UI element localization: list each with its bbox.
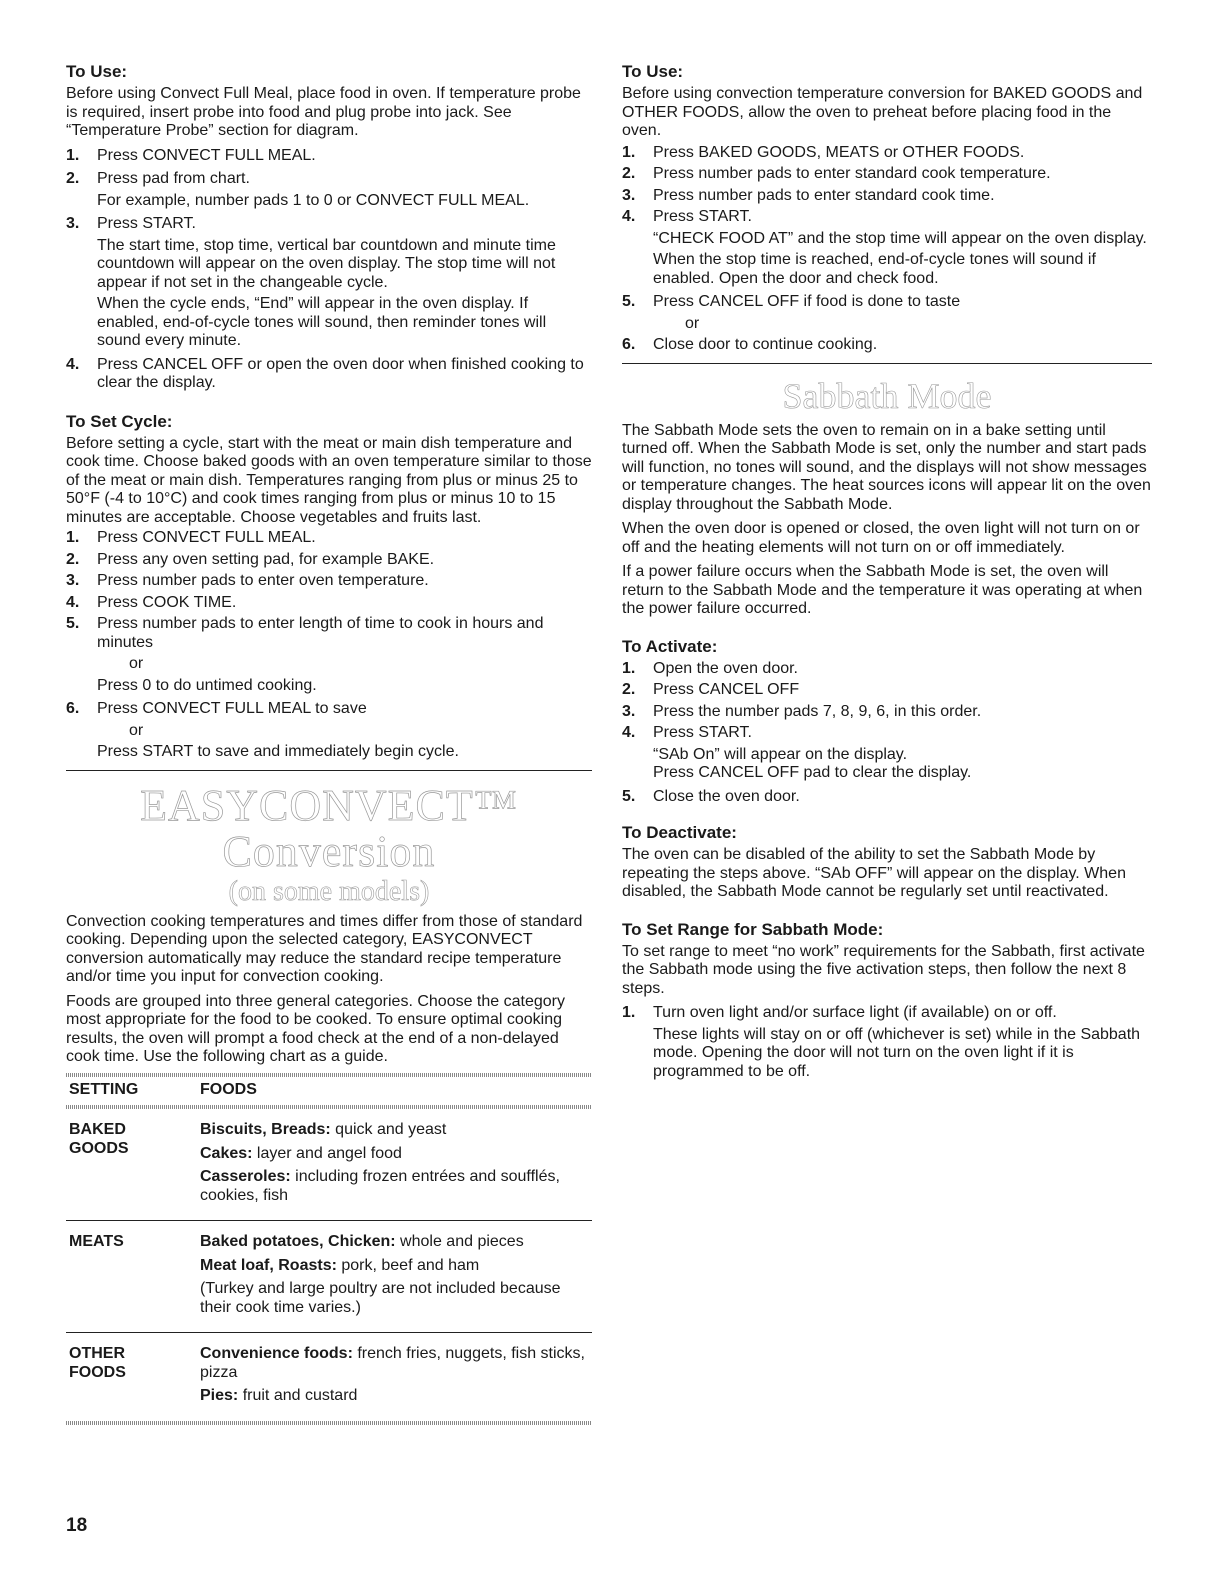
food-detail: fruit and custard [238, 1387, 358, 1404]
list-item [622, 208, 1152, 288]
column-header-setting: SETTING [69, 1080, 139, 1098]
step-detail: When the stop time is reached, end-of-cycle tones will sound if enabled. Open the door and check food. [653, 251, 1096, 287]
to-use-heading: To Use: [622, 62, 684, 81]
list-item [66, 700, 592, 762]
foods-cell [200, 1233, 592, 1322]
list-item [66, 615, 592, 695]
step-detail: These lights will stay on or off (whichever is set) while in the Sabbath mode. Opening the door will not turn on the oven light if it is programmed to be off. [653, 1025, 1141, 1080]
to-set-cycle-intro: Before setting a cycle, start with the meat or main dish temperature and cook time. Choose baked goods with an oven temperature similar to those of the meat or main dish. Temperatures ranging from plus or minus 25 to 50°F (-4 to 10°C) and cook times ranging from plus or minus 10 to 15 minutes are acceptable. Choose vegetables and fruits last. [66, 434, 592, 526]
step-text: Press number pads to enter oven temperature. [97, 572, 429, 589]
step-detail: “CHECK FOOD AT” and the stop time will appear on the oven display. [653, 229, 1147, 247]
step-text: Close door to continue cooking. [653, 336, 878, 353]
step-number: 1. [622, 659, 636, 677]
step-number: 3. [622, 702, 636, 720]
left-column [66, 62, 592, 1425]
food-category: Cakes: [200, 1144, 253, 1162]
column-header-foods: FOODS [200, 1080, 257, 1098]
table-bottom-border [66, 1421, 592, 1425]
to-use-intro: Before using Convect Full Meal, place food in oven. If temperature probe is required, insert probe into food and plug probe into jack. See “Temperature Probe” section for diagram. [66, 85, 581, 139]
step-number: 2. [622, 681, 636, 698]
list-item [622, 187, 1152, 206]
to-set-cycle-steps [66, 529, 592, 762]
step-text: Press START. [97, 215, 196, 232]
list-item [66, 215, 592, 351]
step-detail: Press START to save and immediately begin cycle. [97, 743, 459, 760]
step-number: 6. [622, 336, 636, 353]
easyconvect-paragraph: Foods are grouped into three general categories. Choose the category most appropriate for the food to be cooked. To ensure optimal cooking results, the oven will prompt a food check at the end of a non-delayed cook time. Use the following chart as a guide. [66, 992, 565, 1065]
step-text: Open the oven door. [653, 659, 798, 677]
list-item [622, 336, 1152, 355]
table-header [66, 1077, 592, 1106]
step-text: Press pad from chart. [97, 170, 250, 187]
to-use-steps [66, 147, 592, 393]
conversion-table [66, 1073, 592, 1425]
food-item [200, 1121, 592, 1140]
food-category: Biscuits, Breads: [200, 1121, 331, 1138]
step-text: Press number pads to enter standard cook temperature. [653, 165, 1051, 182]
step-detail: Press CANCEL OFF pad to clear the display. [653, 764, 972, 781]
step-detail: When the cycle ends, “End” will appear in the oven display. If enabled, end-of-cycle tones will sound, then reminder tones will sound every minute. [97, 295, 547, 349]
setting-cell: MEATS [69, 1233, 124, 1250]
list-item [66, 170, 592, 210]
food-category: Baked potatoes, Chicken: [200, 1233, 396, 1250]
step-detail: “SAb On” will appear on the display. [653, 745, 908, 763]
step-text: Press the number pads 7, 8, 9, 6, in this order. [653, 702, 982, 720]
list-item [622, 724, 1152, 783]
sabbath-paragraph: The Sabbath Mode sets the oven to remain on in a bake setting until turned off. When the Sabbath Mode is set, only the number and start pads will function, no tones will sound, and the displays will not show messages or temperature changes. The heat sources icons will appear lit on the oven display throughout the Sabbath Mode. [622, 421, 1151, 513]
table-row [66, 1109, 592, 1220]
or-text: or [685, 314, 700, 332]
to-activate-steps [622, 660, 1152, 807]
food-item [200, 1280, 592, 1317]
sabbath-paragraph: When the oven door is opened or closed, the oven light will not turn on or off and the heating elements will not turn on or off immediately. [622, 520, 1140, 556]
food-item [200, 1257, 592, 1276]
easyconvect-subtitle: (on some models) [228, 875, 430, 907]
step-number: 3. [66, 572, 80, 589]
food-detail: including frozen entrées and soufflés, cookies, fish [200, 1168, 560, 1204]
food-detail: (Turkey and large poultry are not included because their cook time varies.) [200, 1280, 561, 1316]
to-set-cycle-heading: To Set Cycle: [66, 411, 173, 431]
food-detail: layer and angel food [252, 1144, 402, 1162]
food-item [200, 1233, 592, 1252]
step-text: Turn oven light and/or surface light (if available) on or off. [653, 1004, 1057, 1021]
step-number: 1. [66, 146, 80, 164]
list-item [66, 147, 592, 166]
setting-cell: BAKED GOODS [69, 1121, 129, 1157]
food-detail: french fries, nuggets, fish sticks, pizza [200, 1345, 585, 1381]
food-category: Meat loaf, Roasts: [200, 1256, 337, 1274]
list-item [622, 660, 1152, 679]
food-detail: whole and pieces [395, 1233, 524, 1250]
table-row [66, 1221, 592, 1332]
step-text: Press any oven setting pad, for example BAKE. [97, 550, 435, 568]
step-number: 3. [66, 215, 80, 232]
step-number: 2. [66, 170, 80, 187]
food-category: Convenience foods: [200, 1345, 353, 1362]
step-number: 4. [622, 208, 636, 225]
to-use-heading: To Use: [66, 62, 128, 81]
table-row [66, 1333, 592, 1421]
step-text: Press number pads to enter standard cook time. [653, 186, 995, 204]
step-text: Press number pads to enter length of time to cook in hours and minutes [97, 615, 544, 651]
step-number: 1. [66, 529, 80, 546]
set-range-heading: To Set Range for Sabbath Mode: [622, 919, 884, 939]
setting-cell: OTHER FOODS [69, 1345, 126, 1381]
step-number: 1. [622, 1004, 636, 1021]
or-text: or [129, 655, 144, 672]
list-item [66, 356, 592, 393]
step-text: Press CANCEL OFF or open the oven door when finished cooking to clear the display. [97, 355, 584, 391]
food-item [200, 1387, 592, 1406]
foods-cell [200, 1345, 592, 1411]
food-detail: pork, beef and ham [336, 1256, 480, 1274]
to-use-intro: Before using convection temperature conversion for BAKED GOODS and OTHER FOODS, allow the oven to preheat before placing food in the oven. [622, 85, 1143, 139]
list-item [66, 551, 592, 570]
set-range-intro: To set range to meet “no work” requirements for the Sabbath, first activate the Sabbath mode using the five activation steps, then follow the next 8 steps. [622, 942, 1145, 997]
step-number: 1. [622, 143, 636, 161]
step-number: 5. [622, 293, 636, 310]
step-number: 4. [622, 724, 636, 741]
or-text: or [129, 721, 144, 739]
list-item [622, 681, 1152, 700]
step-number: 4. [66, 355, 80, 373]
easyconvect-paragraph: Convection cooking temperatures and times differ from those of standard cooking. Depending upon the selected category, EASYCONVECT conversion automatically may reduce the standard recipe temperature and/or time you input for convection cooking. [66, 912, 583, 985]
food-item [200, 1345, 592, 1382]
page-number: 18 [66, 1515, 88, 1536]
step-number: 2. [66, 550, 80, 568]
list-item [622, 293, 1152, 333]
step-number: 5. [66, 615, 80, 632]
step-text: Press CONVECT FULL MEAL. [97, 146, 316, 164]
to-use-steps [622, 144, 1152, 355]
step-detail: The start time, stop time, vertical bar countdown and minute time countdown will appear on the oven display. The stop time will not appear if not set in the changeable cycle. [97, 236, 556, 291]
step-number: 5. [622, 787, 636, 805]
to-deactivate-heading: To Deactivate: [622, 823, 737, 842]
to-activate-heading: To Activate: [622, 636, 718, 656]
step-text: Press COOK TIME. [97, 593, 237, 611]
list-item [622, 703, 1152, 722]
list-item [66, 529, 592, 548]
list-item [622, 788, 1152, 807]
section-divider [66, 770, 592, 771]
food-item [200, 1145, 592, 1164]
step-text: Press START. [653, 208, 752, 225]
list-item [66, 572, 592, 591]
step-text: Press CONVECT FULL MEAL to save [97, 700, 367, 717]
list-item [622, 144, 1152, 163]
step-text: Close the oven door. [653, 787, 800, 805]
step-detail: Press 0 to do untimed cooking. [97, 676, 317, 694]
food-category: Pies: [200, 1387, 239, 1404]
step-number: 2. [622, 165, 636, 182]
step-number: 4. [66, 593, 80, 611]
list-item [622, 1004, 1152, 1081]
step-text: Press CONVECT FULL MEAL. [97, 529, 316, 546]
list-item [622, 165, 1152, 184]
step-detail: For example, number pads 1 to 0 or CONVECT FULL MEAL. [97, 191, 530, 209]
foods-cell [200, 1121, 592, 1210]
step-text: Press BAKED GOODS, MEATS or OTHER FOODS. [653, 143, 1025, 161]
set-range-steps [622, 1004, 1152, 1081]
list-item [66, 594, 592, 613]
food-category: Casseroles: [200, 1168, 291, 1185]
sabbath-title: Sabbath Mode [782, 375, 992, 416]
step-text: Press CANCEL OFF if food is done to taste [653, 293, 961, 310]
step-number: 6. [66, 700, 80, 717]
food-item [200, 1168, 592, 1205]
step-text: Press CANCEL OFF [653, 681, 800, 698]
section-divider [622, 363, 1152, 364]
sabbath-paragraph: If a power failure occurs when the Sabbath Mode is set, the oven will return to the Sabbath Mode and the temperature it was operating at when the power failure occurred. [622, 563, 1143, 617]
easyconvect-title: EASYCONVECT™ Conversion [140, 780, 518, 876]
step-text: Press START. [653, 724, 752, 741]
to-deactivate-paragraph: The oven can be disabled of the ability to set the Sabbath Mode by repeating the steps above. “SAb OFF” will appear on the display. When disabled, the Sabbath Mode cannot be regularly set until reactivated. [622, 846, 1126, 900]
step-number: 3. [622, 186, 636, 204]
right-column [622, 62, 1152, 1086]
food-detail: quick and yeast [330, 1121, 447, 1138]
